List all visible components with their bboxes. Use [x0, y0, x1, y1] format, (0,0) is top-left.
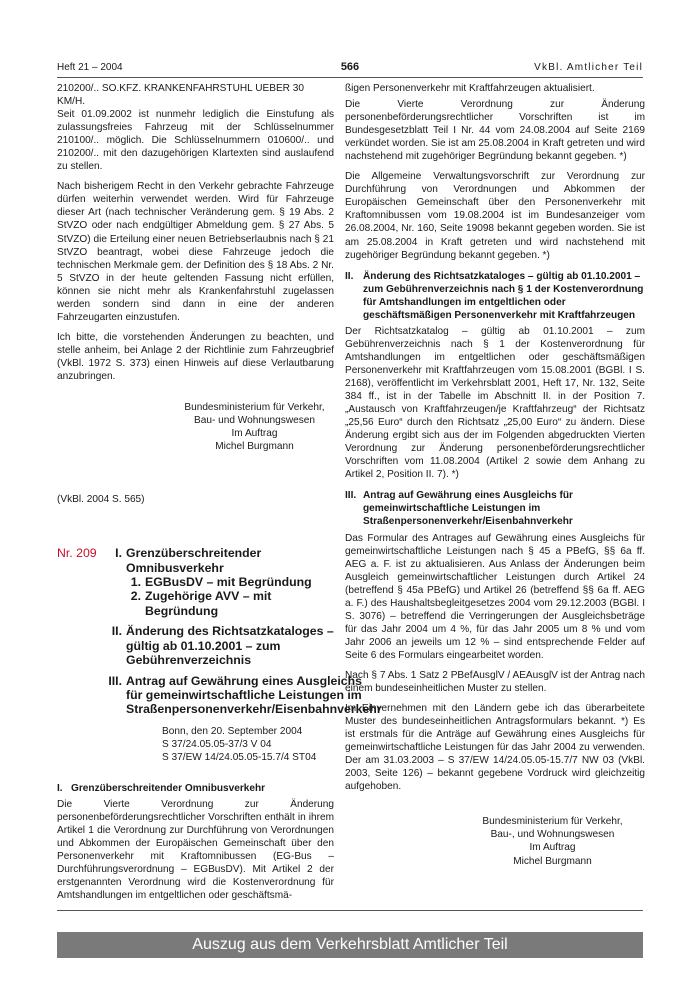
toc-sub-title: Zugehörige AVV – mit Begründung: [145, 589, 272, 618]
file-reference: S 37/EW 14/24.05.05-15.7/4 ST04: [162, 751, 317, 763]
paragraph: Nach bisherigem Recht in den Verkehr gebrachte Fahrzeuge dürfen weiterhin verwendet werden. Wird für Fahrzeuge dieser Art (nach technischer Veränderung gem. § 19 Abs. 2 StVZO oder nach endgültiger Abmeldung gem. § 27 Abs. 5 StVZO) die Erteilung einer neuen Betriebserlaubnis nach § 21 StVZO beantragt, wobei diese Fahrzeuge jedoch die technischen Merkmale gem. der Definition des § 18 Abs. 2 Nr. 5 StVZO in der heute geltenden Fassung nicht erfüllen, können sie nicht mehr als Krankenfahrstuhl zugelassen werden sondern sind dann in eine der anderen Fahrzeugarten einzustufen.: [57, 181, 334, 323]
signature-line: Bau-, und Wohnungswesen: [490, 829, 615, 841]
toc-sub-number: 1.: [130, 575, 141, 590]
footer-banner: Auszug aus dem Verkehrsblatt Amtlicher Teil: [57, 932, 643, 958]
toc-title: Änderung des Richtsatzkataloges – gültig ab 01.10.2001 – zum Gebührenverzeichnis: [126, 624, 334, 668]
section-heading: I. Grenzüberschreitender Omnibusverkehr: [57, 782, 266, 794]
paragraph: Der Richtsatzkatalog – gültig ab 01.10.2001 – zum Gebührenverzeichnis nach § 1 der Kostenverordnung für Amtshandlungen im entgeltlichen oder geschäftsmäßigen Personenverkehr mit Kraftfahrzeugen vom 15.08.2001 (BGBl. I S. 2168), veröffentlicht im Verkehrsblatt 2001, Heft 17, Nr. 132, Seite 384 ff., ist in der Tabelle im Abschnitt II. in der Position 7. „Austausch von Kraftfahrzeugen/je Kraftfahrzeug“ der Richtsatz „25,56 Euro“ durch den Richtsatz „25,00 Euro“ zu ändern. Diese Änderung ergibt sich aus der im Folgenden abgedruckten Vierten Verordnung zur Änderung personenbeförderungsrechtlicher Vorschriften vom 11.08.2004 (Artikel 2 sowie dem Anhang zu Artikel 2, Position II. 7). *): [345, 325, 645, 481]
section-title: Änderung des Richtsatzkataloges – gültig ab 01.10.2001 – zum Gebührenverzeichnis nach § 1 der Kostenverordnung für Amtshandlungen im entgeltlichen oder geschäftsmäßigen Personenverkehr mit Kraftfahrzeugen: [363, 270, 644, 321]
section-heading: [345, 270, 645, 322]
signature-line: Michel Burgmann: [513, 855, 592, 867]
notice-number-block: [57, 546, 382, 717]
signature-line: Michel Burgmann: [215, 441, 294, 453]
header-divider: [57, 77, 643, 78]
section-number: II.: [345, 270, 354, 282]
section-number: III.: [345, 490, 357, 502]
issue-label: Heft 21 – 2004: [57, 62, 123, 73]
page-header: [57, 60, 643, 76]
toc-number: I.: [115, 546, 122, 561]
paragraph: 210200/.. SO.KFZ. KRANKENFAHRSTUHL UEBER 30 KM/H.: [57, 83, 305, 108]
left-column: [57, 82, 382, 909]
file-reference: S 37/24.05.05-37/3 V 04: [162, 738, 272, 750]
paragraph: Die Vierte Verordnung zur Änderung personenbeförderungsrechtlicher Vorschriften ist im Bundesgesetzblatt Teil I Nr. 44 vom 24.08.2004 auf Seite 2169 verkündet worden. Sie ist am 25.08.2004 in Kraft getreten und wird nachstehend mit zugehöriger Begründung bekannt gegeben. *): [345, 99, 645, 163]
toc-item: [101, 624, 334, 667]
toc-item: [101, 546, 334, 618]
paragraph: ßigen Personenverkehr mit Kraftfahrzeugen aktualisiert.: [345, 83, 595, 94]
signature-block: [167, 401, 342, 453]
paragraph: Die Allgemeine Verwaltungsvorschrift zur Verordnung zur Durchführung von Verordnungen und Abkommen der Europäischen Gemeinschaft über den Personenverkehr mit Kraftomnibussen vom 19.08.2004 ist im Bundesanzeiger vom 26.08.2004, Nr. 160, Seite 19098 bekannt gegeben worden. Sie ist am 25.08.2004 in Kraft getreten und wird nachstehend mit zugehöriger Begründung bekannt gegeben. *): [345, 171, 645, 261]
toc-number: III.: [108, 673, 122, 688]
signature-line: Im Auftrag: [231, 428, 278, 440]
toc-subitem: [126, 589, 334, 618]
right-column: [345, 82, 645, 868]
toc-number: II.: [111, 624, 122, 639]
signature-line: Bundesministerium für Verkehr,: [482, 816, 623, 828]
paragraph: Ich bitte, die vorstehenden Änderungen zu beachten, und stelle anheim, bei Anlage 2 der Richtlinie zum Fahrzeugbrief (VkBl. 1972 S. 373) einen Hinweis auf diese Verlautbarung anzubringen.: [57, 331, 334, 382]
section-heading: [345, 489, 645, 528]
notice-number: Nr. 209: [57, 546, 97, 561]
reference-note: (VkBl. 2004 S. 565): [57, 494, 145, 506]
date-line: Bonn, den 20. September 2004: [162, 725, 303, 737]
publication-label: VkBl. Amtlicher Teil: [534, 62, 643, 73]
paragraph: Das Formular des Antrages auf Gewährung eines Ausgleichs für gemeinwirtschaftliche Leistungen nach § 45 a PBefG, §§ 6a ff. AEG a. F. ist zu aktualisieren. Aus Anlass der Änderungen beim Ausgleich gemeinwirtschaftlicher Leistungen durch Artikel 24 (betreffend § 45a PBefG) und Artikel 26 (betreffend §§ 6a ff. AEG a. F.) des Haushaltsbegleitgesetzes 2004 vom 29.12.2003 (BGBl. I S. 3076) – betreffend die Verringerungen der Ausgleichsbeträge für das Jahr 2004 um 4 %, für das Jahr 2005 um 8 % und vom Jahr 2006 an jeweils um 12 % – sind entsprechende Felder auf Seite 6 des Formulars eingearbeitet worden.: [345, 532, 645, 661]
signature-line: Im Auftrag: [529, 842, 576, 854]
table-of-contents: [101, 546, 382, 717]
toc-item: [101, 673, 382, 717]
section-title: Antrag auf Gewährung eines Ausgleichs für gemeinwirtschaftliche Leistungen im Straßenpersonenverkehr/Eisenbahnverkehr: [363, 490, 573, 528]
paragraph: Die Vierte Verordnung zur Änderung personenbeförderungsrechtlicher Vorschriften enthält in ihrem Artikel 1 die Verordnung zur Durchführung von Verordnungen und Abkommen der Europäischen Gemeinschaft über den Personenverkehr mit Kraftomnibussen (EG-Bus – Durchführungsverordnung – EGBusDV). Mit Artikel 2 der erstgenannten Verordnung wird die Kostenverordnung für Amtshandlungen im entgeltlichen oder geschäftsmä-: [57, 798, 334, 902]
paragraph: Seit 01.09.2002 ist nunmehr lediglich die Einstufung als zulassungsfreies Fahrzeug mit der Schlüsselnummer 210100/.. möglich. Die Schlüsselnummern 010600/.. und 210200/.. mit den dazugehörigen Klartexten sind auslaufend zu stellen.: [57, 109, 334, 173]
date-reference-block: [162, 725, 334, 764]
toc-title: Antrag auf Gewährung eines Ausgleichs für gemeinwirtschaftliche Leistungen im Straßenpersonenverkehr/Eisenbahnverkehr: [126, 673, 382, 717]
signature-line: Bau- und Wohnungswesen: [193, 415, 316, 427]
toc-title: Grenzüberschreitender Omnibusverkehr: [126, 546, 262, 575]
paragraph: Im Einvernehmen mit den Ländern gebe ich das überarbeitete Muster des bundeseinheitlichen Antragsformulars bekannt. *) Es ist erstmals für die Anträge auf Gewährung eines Ausgleichs für gemeinwirtschaftliche Leistungen für das Jahr 2004 zu verwenden. Der am 31.03.2003 – S 37/EW 14/24.05.05-15.7/7 NW 03 (VkBl. 2003, Seite 126) – bekannt gegebene Vordruck wird gleichzeitig aufgehoben.: [345, 703, 645, 793]
signature-line: Bundesministerium für Verkehr,: [184, 402, 325, 414]
toc-subitem: [126, 575, 334, 589]
footer-divider: [57, 910, 643, 911]
page-number: 566: [340, 61, 360, 73]
toc-sub-title: EGBusDV – mit Begründung: [145, 575, 312, 590]
paragraph: Nach § 7 Abs. 1 Satz 2 PBefAusglV / AEAusglV ist der Antrag nach einem bundeseinheitlichen Muster zu stellen.: [345, 669, 645, 695]
signature-block: [465, 815, 640, 867]
toc-sub-number: 2.: [130, 589, 141, 604]
